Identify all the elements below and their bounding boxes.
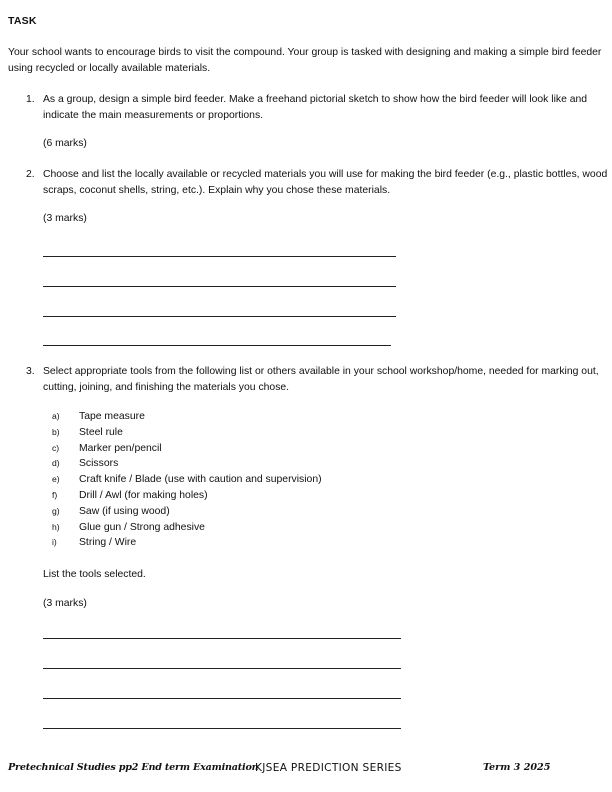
tool-item: c) Marker pen/pencil bbox=[52, 442, 162, 454]
intro-paragraph: Your school wants to encourage birds to visit the compound. Your group is tasked with designing and making a simple bird feeder using recycled or locally available materials. bbox=[8, 47, 602, 74]
answer-line[interactable] bbox=[43, 638, 401, 639]
tool-item: h) Glue gun / Strong adhesive bbox=[52, 521, 205, 533]
tool-item: g) Saw (if using wood) bbox=[52, 505, 170, 517]
question-3-marks: (3 marks) bbox=[43, 598, 87, 609]
question-2-text: Choose and list the locally available or recycled materials you will use for making the bird feeder (e.g., plastic bottles, wood scraps, coconut shells, string, etc.). Explain why you chose these materials. bbox=[43, 169, 608, 196]
tools-list bbox=[52, 409, 322, 551]
question-3-text: Select appropriate tools from the following list or others available in your school workshop/home, needed for marking out, cutting, joining, and finishing the materials you chose. bbox=[43, 366, 599, 393]
tool-item: a) Tape measure bbox=[52, 411, 145, 422]
answer-line[interactable] bbox=[43, 728, 401, 729]
answer-line[interactable] bbox=[43, 698, 401, 699]
question-2-marks: (3 marks) bbox=[43, 213, 87, 224]
tool-item: b) Steel rule bbox=[52, 426, 123, 438]
answer-line[interactable] bbox=[43, 345, 391, 346]
tool-item: f) Drill / Awl (for making holes) bbox=[52, 489, 208, 501]
answer-line[interactable] bbox=[43, 256, 396, 257]
answer-line[interactable] bbox=[43, 286, 396, 287]
footer-exam-title: Pretechnical Studies pp2 End term Examination bbox=[8, 762, 259, 773]
tool-item: d) Scissors bbox=[52, 458, 119, 470]
question-1-marks: (6 marks) bbox=[43, 138, 87, 149]
footer-series: KJSEA PREDICTION SERIES bbox=[255, 762, 402, 774]
answer-line[interactable] bbox=[43, 668, 401, 669]
tool-item: e) Craft knife / Blade (use with caution and supervision) bbox=[52, 474, 322, 486]
task-heading: TASK bbox=[8, 15, 37, 27]
question-2-number: 2. bbox=[26, 169, 35, 180]
question-1-text: As a group, design a simple bird feeder. Make a freehand pictorial sketch to show how the bird feeder will look like and indicate the main measurements or proportions. bbox=[43, 94, 588, 121]
answer-line[interactable] bbox=[43, 316, 396, 317]
question-1-number: 1. bbox=[26, 94, 35, 105]
tool-item: i) String / Wire bbox=[52, 537, 137, 549]
footer-term: Term 3 2025 bbox=[483, 762, 551, 773]
question-3-instruction: List the tools selected. bbox=[43, 569, 146, 580]
question-3-number: 3. bbox=[26, 366, 35, 377]
